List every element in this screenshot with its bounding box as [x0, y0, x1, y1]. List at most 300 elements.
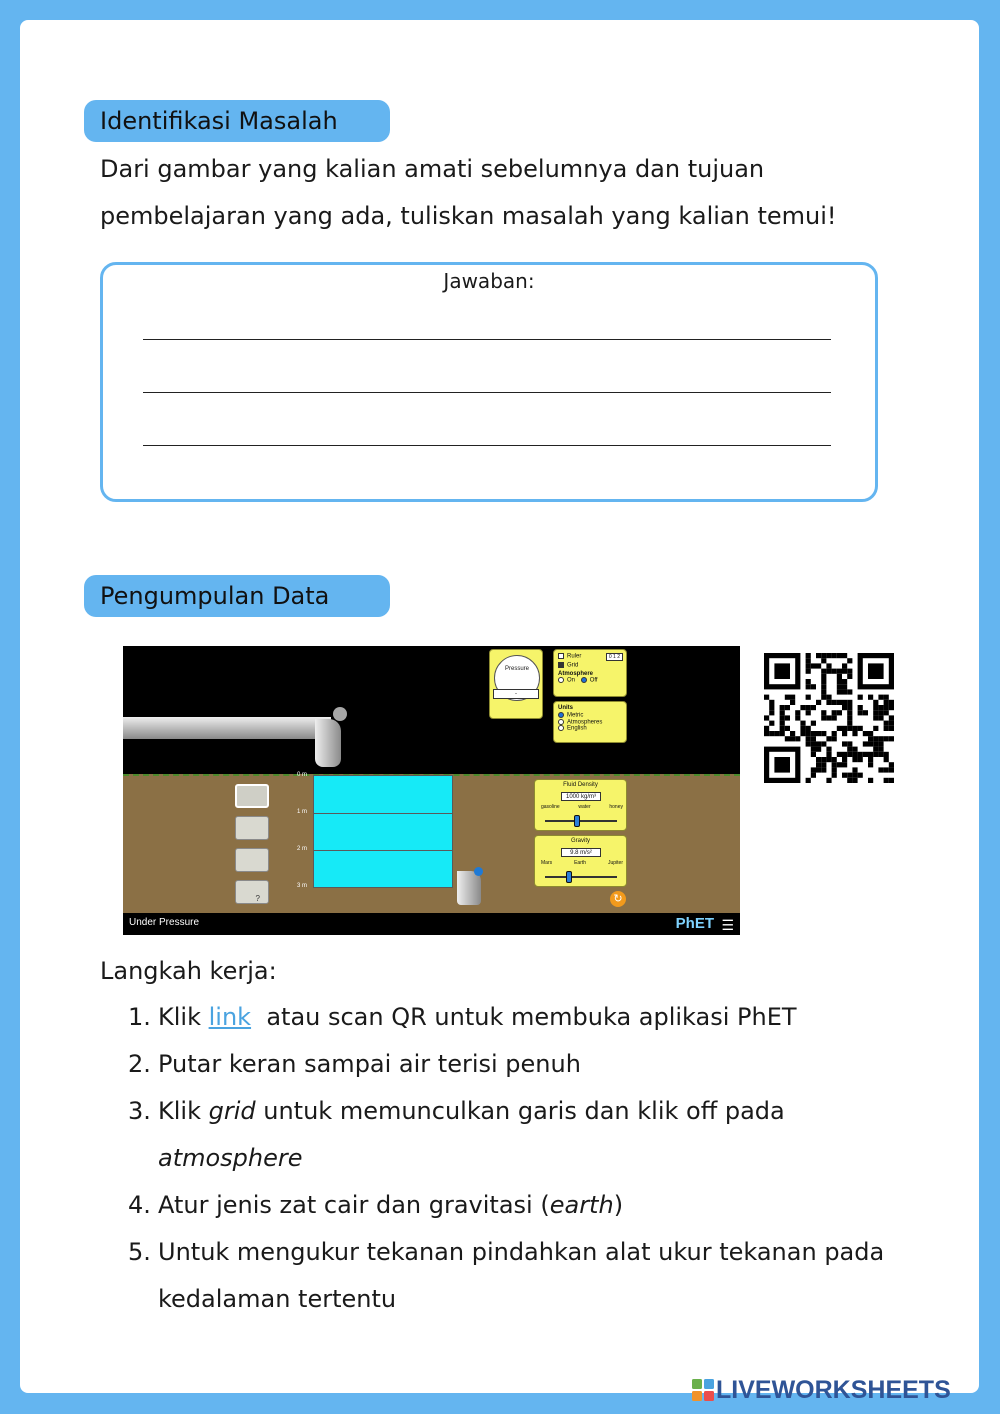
units-atmospheres-label: Atmospheres: [567, 719, 603, 726]
qr-module: [852, 752, 857, 757]
qr-module: [847, 752, 852, 757]
qr-module: [868, 752, 873, 757]
qr-module: [847, 658, 852, 663]
scene-button-4: [235, 880, 269, 904]
qr-module: [785, 695, 790, 700]
qr-module: [785, 705, 790, 710]
qr-module: [826, 736, 831, 741]
fluid-density-value: 1000 kg/m³: [561, 792, 601, 801]
qr-module: [837, 710, 842, 715]
answer-line-3[interactable]: [143, 445, 831, 446]
qr-module: [806, 663, 811, 668]
atmosphere-off-label: Off: [589, 677, 598, 684]
qr-module: [832, 767, 837, 772]
qr-module: [884, 736, 889, 741]
qr-module: [821, 731, 826, 736]
qr-module: [806, 684, 811, 689]
qr-module: [795, 715, 800, 720]
qr-module: [816, 741, 821, 746]
step-5-text: Untuk mengukur tekanan pindahkan alat ukur tekanan pada kedalaman tertentu: [158, 1238, 885, 1313]
qr-module: [847, 705, 852, 710]
section-title-identifikasi: Identifikasi Masalah: [84, 100, 390, 142]
qr-module: [821, 695, 826, 700]
qr-module: [847, 669, 852, 674]
qr-module: [873, 752, 878, 757]
qr-module: [889, 705, 894, 710]
qr-module: [790, 695, 795, 700]
qr-module: [878, 741, 883, 746]
answer-label: Jawaban:: [443, 269, 535, 293]
fluid-label-water: water: [578, 804, 591, 810]
ruler-checkbox: [558, 653, 564, 659]
qr-module: [868, 663, 884, 679]
qr-module: [821, 689, 826, 694]
gravity-slider-thumb: [566, 871, 572, 883]
qr-module: [811, 721, 816, 726]
qr-module: [806, 679, 811, 684]
qr-module: [847, 710, 852, 715]
qr-module: [847, 726, 852, 731]
qr-module: [811, 773, 816, 778]
qr-module: [852, 757, 857, 762]
units-english-label: English: [567, 725, 587, 732]
qr-module: [868, 731, 873, 736]
step-1-post: atau scan QR untuk membuka aplikasi PhET: [251, 1003, 797, 1031]
qr-module: [858, 726, 863, 731]
qr-module: [868, 757, 873, 762]
problem-prompt: Dari gambar yang kalian amati sebelumnya dan tujuan pembelajaran yang ada, tuliskan masalah yang kalian temui!: [100, 155, 837, 230]
qr-module: [884, 705, 889, 710]
qr-module: [873, 726, 878, 731]
answer-box[interactable]: [100, 262, 878, 502]
qr-module: [832, 757, 837, 762]
step-3-grid: grid: [208, 1097, 256, 1125]
qr-module: [889, 767, 894, 772]
qr-module: [811, 741, 816, 746]
inlet-pipe: [123, 717, 331, 739]
depth-label-3: 3 m: [297, 883, 308, 889]
units-panel: [553, 701, 627, 743]
qr-module: [842, 689, 847, 694]
gravity-value: 9.8 m/s²: [561, 848, 601, 857]
qr-module: [769, 721, 774, 726]
qr-module: [806, 726, 811, 731]
qr-module: [821, 762, 826, 767]
qr-module: [795, 736, 800, 741]
phet-logo: PhET: [675, 915, 714, 932]
qr-module: [769, 700, 774, 705]
step-4-post: ): [613, 1191, 624, 1219]
qr-module: [889, 700, 894, 705]
qr-module: [826, 653, 831, 658]
qr-module: [878, 747, 883, 752]
phet-link[interactable]: link: [208, 1003, 252, 1031]
qr-module: [780, 705, 785, 710]
qr-module: [884, 710, 889, 715]
qr-module: [769, 710, 774, 715]
qr-module: [873, 747, 878, 752]
qr-module: [816, 700, 821, 705]
step-4-earth: earth: [549, 1191, 614, 1219]
qr-module: [852, 778, 857, 783]
qr-module: [863, 741, 868, 746]
ruler-label: Ruler: [567, 653, 582, 660]
qr-module: [847, 689, 852, 694]
atmosphere-on-label: On: [567, 677, 576, 684]
qr-module: [826, 778, 831, 783]
qr-module: [847, 721, 852, 726]
faucet-spout: [315, 719, 341, 767]
qr-module: [826, 757, 831, 762]
step-1-number: 1.: [128, 1003, 151, 1031]
qr-module: [764, 695, 769, 700]
qr-module: [847, 674, 852, 679]
qr-module: [889, 715, 894, 720]
qr-module: [806, 710, 811, 715]
step-3-post: untuk memunculkan garis dan klik off pada: [255, 1097, 785, 1125]
qr-module: [873, 700, 878, 705]
qr-module: [816, 653, 821, 658]
qr-module: [826, 715, 831, 720]
step-3-number: 3.: [128, 1097, 151, 1125]
qr-module: [852, 773, 857, 778]
qr-module: [884, 752, 889, 757]
options-panel: [553, 649, 627, 697]
faucet-handle-icon: [333, 707, 347, 721]
qr-module: [858, 710, 863, 715]
qr-module: [780, 715, 785, 720]
qr-module: [811, 767, 816, 772]
qr-module: [852, 767, 857, 772]
qr-module: [837, 700, 842, 705]
gravity-slider-track: [545, 876, 617, 878]
qr-module: [837, 679, 842, 684]
qr-module: [780, 710, 785, 715]
qr-module: [826, 669, 831, 674]
qr-module: [842, 700, 847, 705]
qr-module: [847, 778, 852, 783]
qr-module: [837, 653, 842, 658]
fluid-label-honey: honey: [609, 804, 623, 810]
qr-module: [842, 653, 847, 658]
qr-module: [780, 726, 785, 731]
step-5-number: 5.: [128, 1238, 151, 1266]
step-3: [128, 1088, 908, 1182]
scene-button-3: [235, 848, 269, 872]
drain-faucet: [457, 871, 481, 905]
qr-module: [811, 663, 816, 668]
step-3-pre: Klik: [158, 1097, 209, 1125]
qr-module: [832, 762, 837, 767]
qr-module: [826, 700, 831, 705]
qr-module: [847, 715, 852, 720]
gravity-label-jupiter: Jupiter: [607, 860, 623, 866]
qr-module: [873, 715, 878, 720]
qr-module: [832, 715, 837, 720]
qr-module: [863, 710, 868, 715]
qr-module: [816, 767, 821, 772]
qr-module: [806, 741, 811, 746]
qr-module: [780, 721, 785, 726]
qr-module: [816, 663, 821, 668]
section-title-pengumpulan: Pengumpulan Data: [84, 575, 390, 617]
qr-module: [821, 710, 826, 715]
qr-module: [889, 721, 894, 726]
qr-module: [889, 726, 894, 731]
qr-module: [785, 726, 790, 731]
qr-module: [884, 757, 889, 762]
qr-module: [806, 695, 811, 700]
fluid-slider-thumb: [574, 815, 580, 827]
grid-checkbox: [558, 662, 564, 668]
units-english-radio: [558, 725, 564, 731]
ruler-ticks: 0 1 2: [606, 653, 623, 661]
qr-module: [806, 778, 811, 783]
qr-module: [821, 741, 826, 746]
qr-module: [842, 684, 847, 689]
qr-module: [806, 658, 811, 663]
pressure-gauge: [489, 649, 543, 719]
qr-module: [842, 705, 847, 710]
gravity-title: Gravity: [570, 838, 590, 844]
qr-module: [816, 731, 821, 736]
atmosphere-off-radio: [581, 677, 587, 683]
qr-module: [832, 736, 837, 741]
qr-module: [790, 736, 795, 741]
qr-module: [868, 695, 873, 700]
qr-module: [858, 752, 863, 757]
qr-module: [842, 762, 847, 767]
qr-module: [806, 653, 811, 658]
qr-module: [811, 747, 816, 752]
steps-list: [128, 994, 908, 1323]
phet-simulation-screenshot: [123, 646, 740, 935]
steps-title: Langkah kerja:: [100, 957, 277, 985]
step-5: [128, 1229, 908, 1323]
qr-module: [837, 762, 842, 767]
qr-module: [837, 689, 842, 694]
step-1-pre: Klik: [158, 1003, 209, 1031]
liveworksheets-wordmark: LIVEWORKSHEETS: [716, 1376, 951, 1404]
qr-module: [852, 731, 857, 736]
qr-module: [889, 762, 894, 767]
qr-module: [842, 663, 847, 668]
qr-module: [868, 762, 873, 767]
qr-module: [847, 741, 852, 746]
fluid-slider-track: [545, 820, 617, 822]
qr-module: [821, 684, 826, 689]
qr-module: [816, 747, 821, 752]
qr-module: [821, 674, 826, 679]
qr-module: [889, 736, 894, 741]
qr-module: [863, 731, 868, 736]
qr-module: [878, 710, 883, 715]
qr-module: [858, 757, 863, 762]
qr-module: [811, 752, 816, 757]
qr-module: [764, 715, 769, 720]
qr-module: [826, 752, 831, 757]
drain-knob-icon: [474, 867, 483, 876]
qr-module: [873, 741, 878, 746]
qr-module: [837, 669, 842, 674]
qr-module: [769, 731, 774, 736]
qr-module: [884, 767, 889, 772]
qr-module: [832, 710, 837, 715]
qr-module: [852, 747, 857, 752]
qr-module: [806, 736, 811, 741]
qr-code[interactable]: [764, 653, 894, 783]
scene-button-2: [235, 816, 269, 840]
qr-module: [790, 700, 795, 705]
depth-label-1: 1 m: [297, 809, 308, 815]
qr-module: [878, 715, 883, 720]
qr-module: [800, 726, 805, 731]
units-atmospheres-radio: [558, 719, 564, 725]
qr-module: [863, 752, 868, 757]
gravity-panel: [534, 835, 627, 887]
qr-module: [806, 731, 811, 736]
units-title: Units: [558, 705, 573, 711]
qr-module: [858, 695, 863, 700]
qr-module: [868, 778, 873, 783]
grid-label: Grid: [567, 662, 579, 669]
qr-module: [832, 653, 837, 658]
qr-module: [847, 700, 852, 705]
qr-module: [795, 710, 800, 715]
qr-module: [842, 741, 847, 746]
qr-module: [764, 731, 769, 736]
step-4-pre: Atur jenis zat cair dan gravitasi (: [158, 1191, 550, 1219]
qr-module: [769, 705, 774, 710]
qr-module: [884, 778, 889, 783]
answer-line-2[interactable]: [143, 392, 831, 393]
gauge-label: Pressure: [504, 666, 529, 672]
sim-title: Under Pressure: [129, 917, 200, 928]
qr-module: [852, 726, 857, 731]
qr-module: [811, 731, 816, 736]
step-4: [128, 1182, 908, 1229]
qr-module: [821, 669, 826, 674]
step-2-text: Putar keran sampai air terisi penuh: [158, 1050, 581, 1078]
qr-module: [811, 736, 816, 741]
qr-module: [821, 767, 826, 772]
water-pool: [313, 775, 453, 888]
qr-module: [826, 747, 831, 752]
qr-module: [785, 715, 790, 720]
fluid-density-panel: [534, 779, 627, 831]
step-2-number: 2.: [128, 1050, 151, 1078]
qr-module: [884, 721, 889, 726]
qr-module: [790, 731, 795, 736]
qr-module: [873, 705, 878, 710]
hamburger-menu-icon: ☰: [721, 917, 734, 933]
qr-module: [774, 663, 790, 679]
qr-module: [873, 710, 878, 715]
qr-module: [884, 700, 889, 705]
qr-module: [821, 715, 826, 720]
qr-module: [842, 731, 847, 736]
qr-module: [842, 773, 847, 778]
qr-module: [785, 736, 790, 741]
grid-line-2m: [314, 850, 452, 851]
depth-label-0: 0 m: [297, 772, 308, 778]
grid-line-1m: [314, 813, 452, 814]
fluid-label-gasoline: gasoline: [541, 804, 560, 810]
qr-module: [878, 736, 883, 741]
qr-module: [816, 762, 821, 767]
depth-label-2: 2 m: [297, 846, 308, 852]
qr-module: [837, 726, 842, 731]
qr-module: [842, 669, 847, 674]
scene-mystery-label: ?: [255, 894, 260, 903]
qr-module: [800, 731, 805, 736]
qr-module: [847, 747, 852, 752]
step-3-atmosphere: atmosphere: [158, 1144, 303, 1172]
qr-module: [774, 731, 779, 736]
gravity-label-mars: Mars: [541, 860, 553, 866]
step-1: [128, 994, 908, 1041]
qr-module: [842, 679, 847, 684]
qr-module: [811, 705, 816, 710]
qr-module: [842, 752, 847, 757]
qr-module: [837, 674, 842, 679]
qr-module: [811, 684, 816, 689]
atmosphere-on-radio: [558, 677, 564, 683]
qr-module: [842, 757, 847, 762]
qr-module: [832, 731, 837, 736]
qr-module: [826, 663, 831, 668]
qr-module: [832, 700, 837, 705]
qr-module: [837, 752, 842, 757]
gauge-readout: -: [493, 689, 539, 699]
qr-module: [873, 736, 878, 741]
units-metric-label: Metric: [567, 712, 584, 719]
qr-module: [832, 773, 837, 778]
qr-module: [780, 731, 785, 736]
sim-footer: [123, 913, 740, 935]
qr-module: [806, 669, 811, 674]
fluid-density-title: Fluid Density: [563, 782, 598, 788]
qr-module: [858, 773, 863, 778]
answer-line-1[interactable]: [143, 339, 831, 340]
qr-module: [821, 658, 826, 663]
qr-module: [821, 653, 826, 658]
qr-module: [884, 726, 889, 731]
qr-module: [868, 736, 873, 741]
qr-module: [774, 757, 790, 773]
step-4-number: 4.: [128, 1191, 151, 1219]
qr-module: [878, 695, 883, 700]
qr-module: [806, 705, 811, 710]
reset-icon: ↻: [610, 891, 626, 907]
atmosphere-title: Atmosphere: [558, 671, 594, 678]
qr-module: [816, 757, 821, 762]
step-2: [128, 1041, 908, 1088]
qr-module: [800, 705, 805, 710]
qr-module: [764, 726, 769, 731]
qr-module: [878, 752, 883, 757]
qr-module: [842, 726, 847, 731]
units-metric-radio: [558, 712, 564, 718]
gravity-label-earth: Earth: [574, 860, 587, 866]
qr-module: [868, 741, 873, 746]
scene-button-1: [235, 784, 269, 808]
qr-module: [821, 757, 826, 762]
qr-module: [837, 684, 842, 689]
qr-module: [826, 695, 831, 700]
qr-module: [800, 721, 805, 726]
qr-module: [878, 767, 883, 772]
